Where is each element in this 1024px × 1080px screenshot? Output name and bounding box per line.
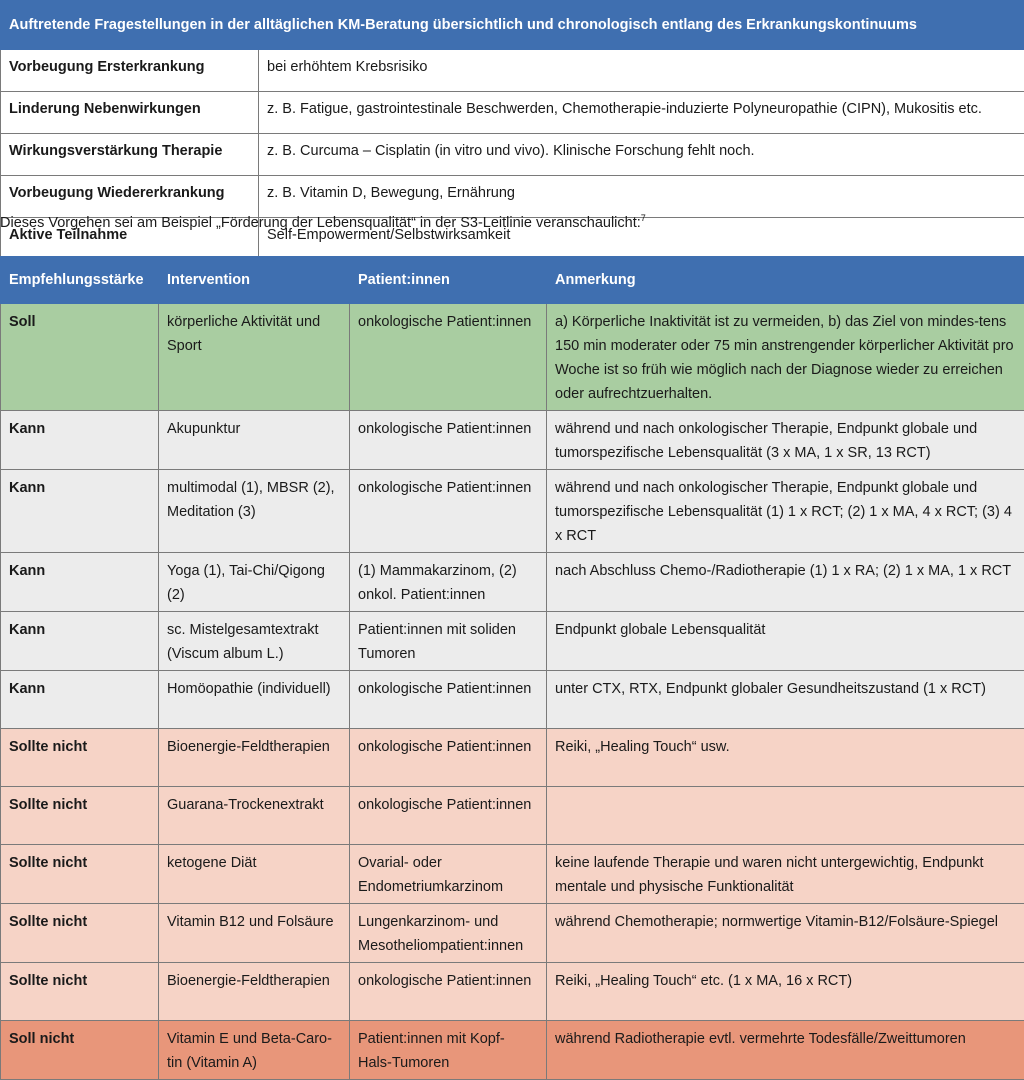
recommendation-strength: Sollte nicht bbox=[1, 845, 159, 904]
topics-table-header-row bbox=[1, 1, 1024, 50]
caption bbox=[0, 212, 1024, 234]
topic-key: Wirkungsverstärkung Therapie bbox=[1, 134, 259, 176]
recommendations-header-row bbox=[1, 257, 1024, 304]
intervention-cell: sc. Mistelgesamtextrakt (Viscum album L.) bbox=[159, 612, 350, 671]
table-row bbox=[1, 134, 1024, 176]
recommendation-strength: Sollte nicht bbox=[1, 963, 159, 1021]
intervention-cell: multimodal (1), MBSR (2), Meditation (3) bbox=[159, 470, 350, 553]
note-cell: Reiki, „Healing Touch“ etc. (1 x MA, 16 x RCT) bbox=[547, 963, 1024, 1021]
note-cell: während und nach onkologischer Therapie, Endpunkt globale und tumorspezifische Lebensqualität (3 x MA, 1 x SR, 13 RCT) bbox=[547, 411, 1024, 470]
recommendation-strength: Soll bbox=[1, 304, 159, 411]
intervention-cell: Vitamin B12 und Folsäure bbox=[159, 904, 350, 963]
topic-key: Vorbeugung Wiedererkrankung bbox=[1, 176, 259, 218]
patients-cell: onkologische Patient:innen bbox=[350, 787, 547, 845]
recommendation-strength: Kann bbox=[1, 553, 159, 612]
note-cell: während Chemotherapie; normwertige Vitamin-B12/Folsäure-Spiegel bbox=[547, 904, 1024, 963]
table-row bbox=[1, 411, 1024, 470]
recommendations-table bbox=[0, 256, 1024, 1080]
topic-value: z. B. Fatigue, gastrointestinale Beschwerden, Chemotherapie-induzierte Polyneuropathie (CIPN), Mukositis etc. bbox=[259, 92, 1024, 134]
table-row bbox=[1, 729, 1024, 787]
patients-cell: onkologische Patient:innen bbox=[350, 304, 547, 411]
table-row bbox=[1, 1021, 1024, 1080]
table-row bbox=[1, 553, 1024, 612]
note-cell: nach Abschluss Chemo-/Radiotherapie (1) 1 x RA; (2) 1 x MA, 1 x RCT bbox=[547, 553, 1024, 612]
table-row bbox=[1, 963, 1024, 1021]
recommendation-strength: Kann bbox=[1, 411, 159, 470]
table-row bbox=[1, 304, 1024, 411]
topic-value: z. B. Curcuma – Cisplatin (in vitro und vivo). Klinische Forschung fehlt noch. bbox=[259, 134, 1024, 176]
table-row bbox=[1, 671, 1024, 729]
caption-text: Dieses Vorgehen sei am Beispiel „Förderung der Lebensqualität“ in der S3-Leitlinie veranschaulicht: bbox=[0, 215, 641, 231]
table-row bbox=[1, 612, 1024, 671]
intervention-cell: Vitamin E und Beta-Caro-tin (Vitamin A) bbox=[159, 1021, 350, 1080]
note-cell: unter CTX, RTX, Endpunkt globaler Gesundheitszustand (1 x RCT) bbox=[547, 671, 1024, 729]
note-cell: während und nach onkologischer Therapie, Endpunkt globale und tumorspezifische Lebensqualität (1) 1 x RCT; (2) 1 x MA, 4 x RCT; (3) 4 x RCT bbox=[547, 470, 1024, 553]
topic-key: Vorbeugung Ersterkrankung bbox=[1, 50, 259, 92]
table-row bbox=[1, 470, 1024, 553]
column-header-strength: Empfehlungsstärke bbox=[1, 257, 159, 304]
topic-key: Linderung Nebenwirkungen bbox=[1, 92, 259, 134]
intervention-cell: körperliche Aktivität und Sport bbox=[159, 304, 350, 411]
intervention-cell: Guarana-Trockenextrakt bbox=[159, 787, 350, 845]
recommendation-strength: Sollte nicht bbox=[1, 729, 159, 787]
patients-cell: onkologische Patient:innen bbox=[350, 411, 547, 470]
topics-table-header: Auftretende Fragestellungen in der alltäglichen KM-Beratung übersichtlich und chronologisch entlang des Erkrankungskontinuums bbox=[1, 1, 1024, 50]
column-header-note: Anmerkung bbox=[547, 257, 1024, 304]
patients-cell: Lungenkarzinom- und Mesotheliompatient:innen bbox=[350, 904, 547, 963]
table-row bbox=[1, 845, 1024, 904]
recommendation-strength: Sollte nicht bbox=[1, 904, 159, 963]
intervention-cell: ketogene Diät bbox=[159, 845, 350, 904]
column-header-intervention: Intervention bbox=[159, 257, 350, 304]
recommendation-strength: Sollte nicht bbox=[1, 787, 159, 845]
topic-value: bei erhöhtem Krebsrisiko bbox=[259, 50, 1024, 92]
recommendation-strength: Soll nicht bbox=[1, 1021, 159, 1080]
note-cell: während Radiotherapie evtl. vermehrte Todesfälle/Zweittumoren bbox=[547, 1021, 1024, 1080]
table-row bbox=[1, 904, 1024, 963]
patients-cell: Ovarial- oder Endometriumkarzinom bbox=[350, 845, 547, 904]
note-cell: a) Körperliche Inaktivität ist zu vermeiden, b) das Ziel von mindes-tens 150 min moderater oder 75 min anstrengender körperlicher Aktivität pro Woche ist so früh wie möglich nach der Diagnose wieder zu erreichen oder aufrechtzuerhalten. bbox=[547, 304, 1024, 411]
patients-cell: onkologische Patient:innen bbox=[350, 470, 547, 553]
column-header-patients: Patient:innen bbox=[350, 257, 547, 304]
table-row bbox=[1, 50, 1024, 92]
topic-value: Self-Empowerment/Selbstwirksamkeit bbox=[259, 218, 1024, 260]
patients-cell: onkologische Patient:innen bbox=[350, 671, 547, 729]
note-cell: Reiki, „Healing Touch“ usw. bbox=[547, 729, 1024, 787]
topic-key: Aktive Teilnahme bbox=[1, 218, 259, 260]
topic-value: z. B. Vitamin D, Bewegung, Ernährung bbox=[259, 176, 1024, 218]
patients-cell: Patient:innen mit soliden Tumoren bbox=[350, 612, 547, 671]
intervention-cell: Homöopathie (individuell) bbox=[159, 671, 350, 729]
recommendation-strength: Kann bbox=[1, 470, 159, 553]
table-row bbox=[1, 92, 1024, 134]
table-row bbox=[1, 787, 1024, 845]
intervention-cell: Akupunktur bbox=[159, 411, 350, 470]
patients-cell: onkologische Patient:innen bbox=[350, 963, 547, 1021]
footnote-marker: 7 bbox=[641, 213, 646, 223]
note-cell bbox=[547, 787, 1024, 845]
intervention-cell: Bioenergie-Feldtherapien bbox=[159, 729, 350, 787]
note-cell: keine laufende Therapie und waren nicht untergewichtig, Endpunkt mentale und physische Funktionalität bbox=[547, 845, 1024, 904]
patients-cell: (1) Mammakarzinom, (2) onkol. Patient:innen bbox=[350, 553, 547, 612]
recommendation-strength: Kann bbox=[1, 671, 159, 729]
recommendation-strength: Kann bbox=[1, 612, 159, 671]
patients-cell: onkologische Patient:innen bbox=[350, 729, 547, 787]
intervention-cell: Bioenergie-Feldtherapien bbox=[159, 963, 350, 1021]
note-cell: Endpunkt globale Lebensqualität bbox=[547, 612, 1024, 671]
patients-cell: Patient:innen mit Kopf-Hals-Tumoren bbox=[350, 1021, 547, 1080]
intervention-cell: Yoga (1), Tai-Chi/Qigong (2) bbox=[159, 553, 350, 612]
